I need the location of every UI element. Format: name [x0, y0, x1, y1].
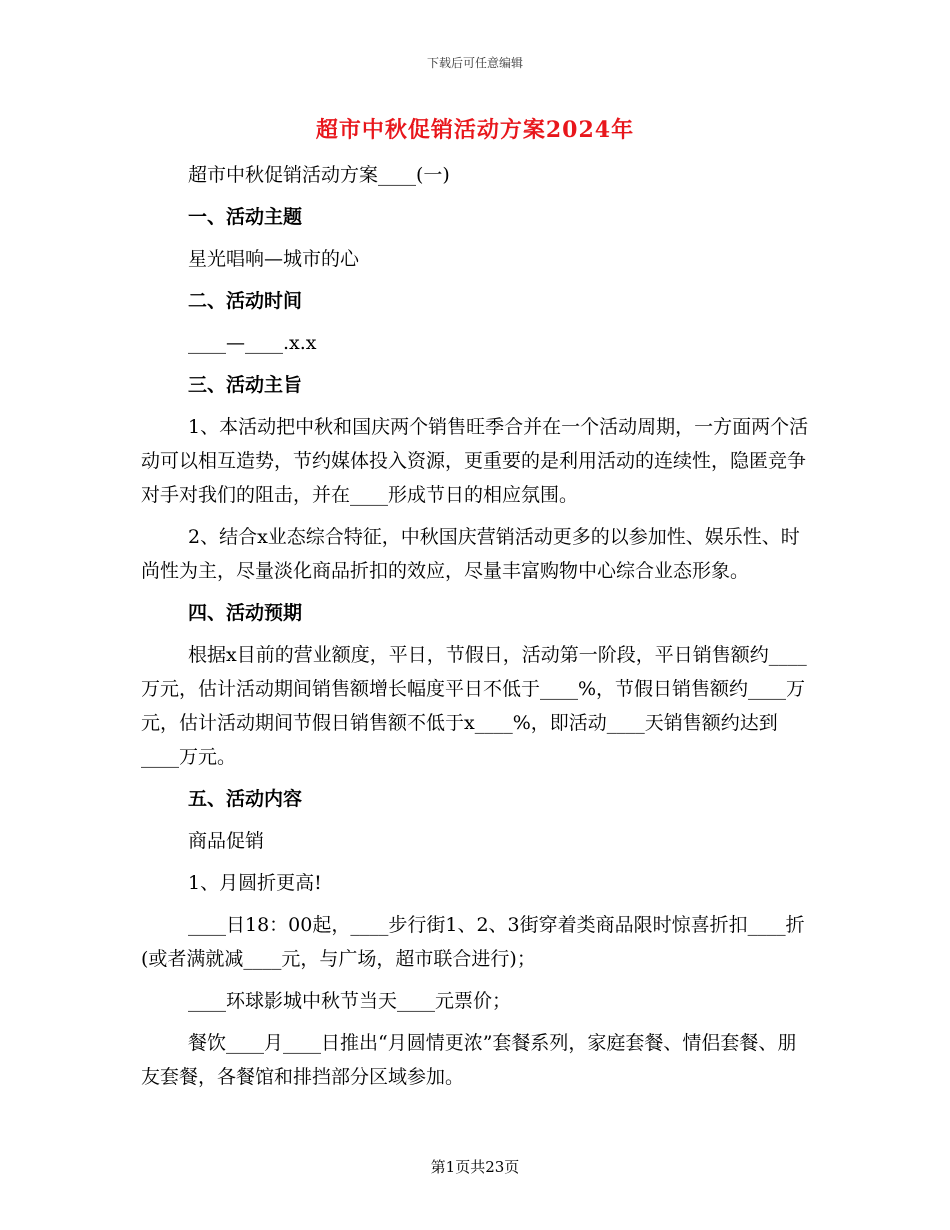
section-heading: 二、活动时间 — [188, 290, 303, 312]
section-heading: 四、活动预期 — [188, 602, 303, 624]
paragraph: ____—____.x.x — [188, 332, 317, 354]
section-heading: 五、活动内容 — [188, 788, 303, 810]
section-heading: 一、活动主题 — [188, 206, 303, 228]
document-title: 超市中秋促销活动方案2024年 — [315, 117, 635, 143]
paragraph: 餐饮____月____日推出“月圆情更浓”套餐系列，家庭套餐、情侣套餐、朋友套餐，各餐馆和排挡部分区域参加。 — [141, 1032, 797, 1088]
page-footer: 第1页共23页 — [430, 1158, 520, 1176]
section-heading: 三、活动主旨 — [188, 374, 303, 396]
paragraph: 商品促销 — [188, 830, 265, 852]
document-body — [141, 150, 809, 1094]
paragraph: 2、结合x业态综合特征，中秋国庆营销活动更多的以参加性、娱乐性、时尚性为主，尽量淡化商品折扣的效应，尽量丰富购物中心综合业态形象。 — [141, 526, 800, 582]
paragraph: ____环球影城中秋节当天____元票价； — [188, 990, 512, 1012]
subtitle: 超市中秋促销活动方案____(一) — [188, 164, 450, 186]
paragraph: 1、月圆折更高! — [188, 872, 322, 894]
paragraph: 根据x目前的营业额度，平日，节假日，活动第一阶段，平日销售额约____万元，估计活动期间销售额增长幅度平日不低于____%，节假日销售额约____万元，估计活动期间节假日销售额不低于x____%，即活动____天销售额约达到____万元。 — [141, 644, 807, 768]
page-header: 下载后可任意编辑 — [426, 56, 523, 70]
paragraph: 1、本活动把中秋和国庆两个销售旺季合并在一个活动周期，一方面两个活动可以相互造势，节约媒体投入资源，更重要的是利用活动的连续性，隐匿竞争对手对我们的阻击，并在____形成节日的相应氛围。 — [141, 416, 809, 506]
paragraph: 星光唱响—城市的心 — [188, 248, 360, 270]
paragraph: ____日18：00起，____步行街1、2、3街穿着类商品限时惊喜折扣____折(或者满就减____元，与广场，超市联合进行)； — [141, 914, 805, 970]
